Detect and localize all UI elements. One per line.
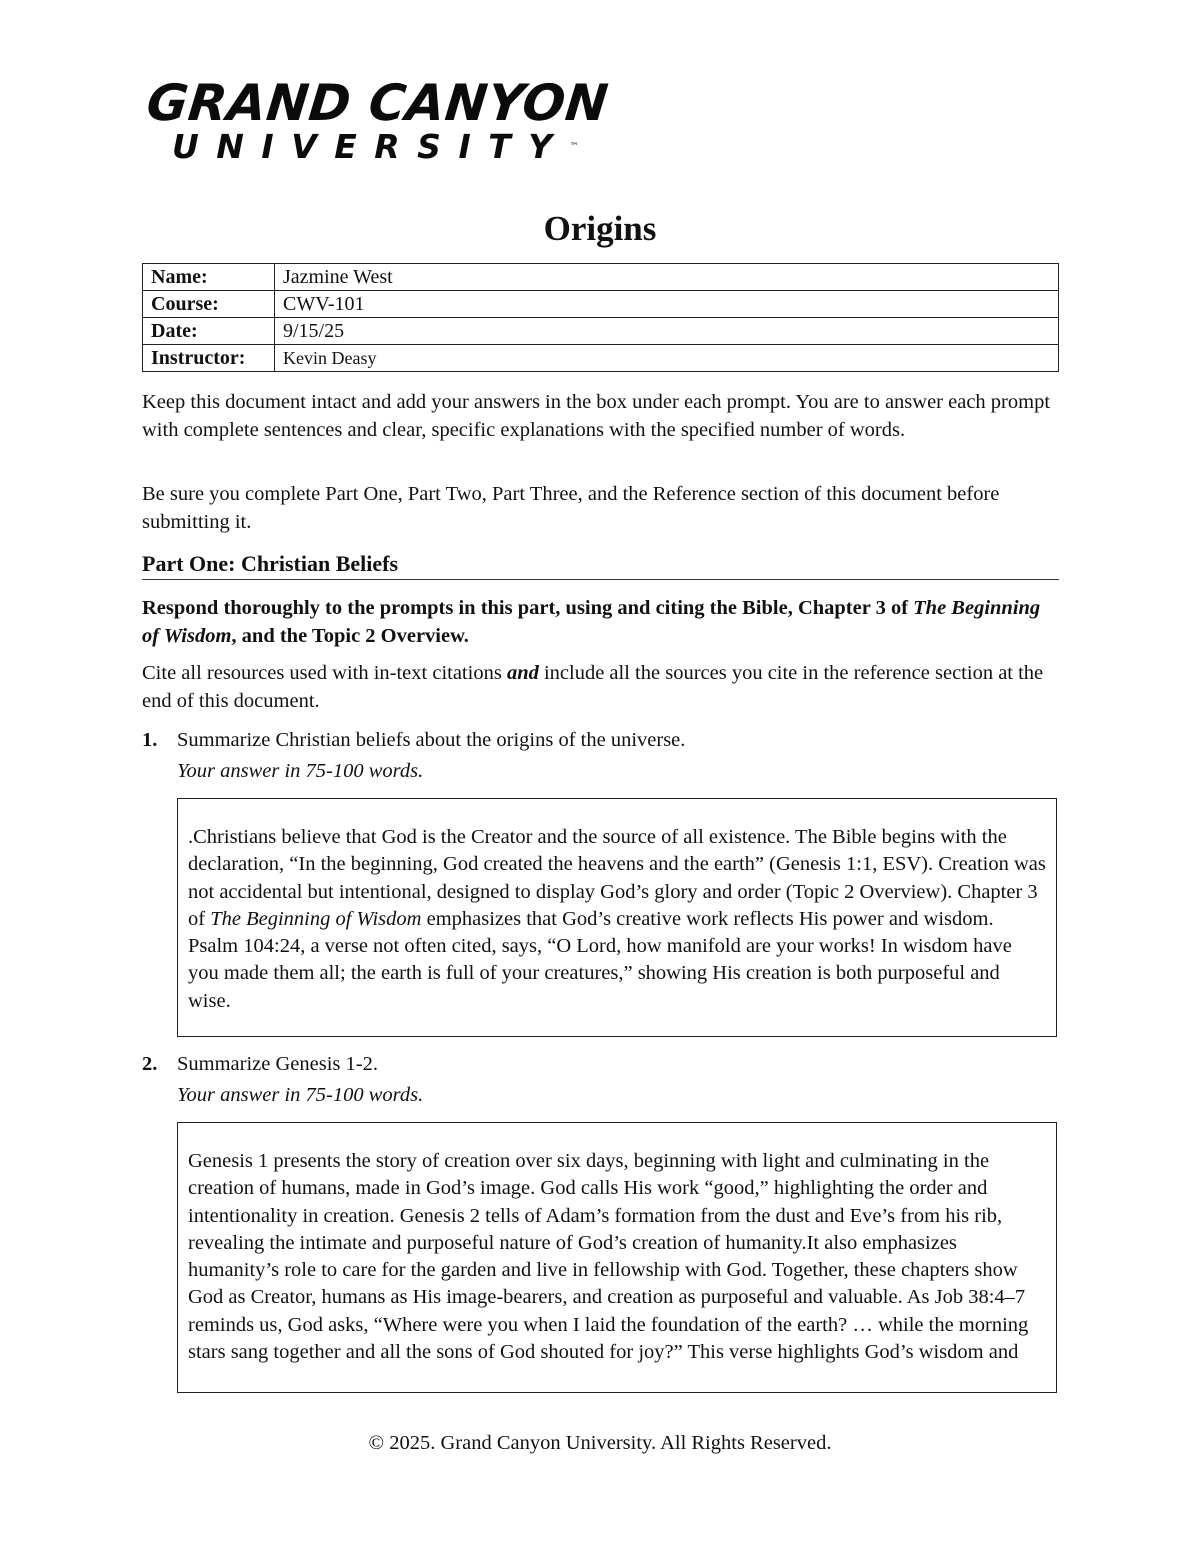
info-label: Course: (143, 291, 275, 318)
citation-instruction (142, 660, 1062, 715)
info-value-date[interactable]: 9/15/25 (275, 318, 1059, 345)
intro-paragraph-1: Keep this document intact and add your answers in the box under each prompt. You are to answer each prompt with complete sentences and clear, specific explanations with the specified number of words. (142, 391, 1051, 441)
question-prompt: Summarize Genesis 1-2. (177, 1053, 378, 1075)
info-value-course[interactable]: CWV-101 (275, 291, 1059, 318)
info-value-instructor[interactable]: Kevin Deasy (275, 345, 1059, 372)
answer-box-2[interactable] (177, 1122, 1057, 1393)
info-row-date (143, 318, 1059, 345)
info-row-name (143, 264, 1059, 291)
instruction-text: Respond thoroughly to the prompts in this part, using and citing the Bible, Chapter 3 of (142, 597, 914, 619)
answer-box-1[interactable] (177, 798, 1057, 1037)
info-value-name[interactable]: Jazmine West (275, 264, 1059, 291)
answer-text: Genesis 1 presents the story of creation over six days, beginning with light and culminating in the creation of humans, made in God’s image. God calls His work “good,” highlighting the order and intentionality in creation. Genesis 2 tells of Adam’s formation from the dust and Eve’s from his rib, revealing the intimate and purposeful nature of God’s creation of humanity.It also emphasizes humanity’s role to care for the garden and live in fellowship with God. Together, these chapters show God as Creator, humans as His image-bearers, and creation as purposeful and valuable. As Job 38:4–7 reminds us, God asks, “Where were you when I laid the foundation of the earth? … while the morning stars sang together and all the sons of God shouted for joy?” This verse highlights God’s wisdom and (188, 1150, 1029, 1364)
question-number: 2. (142, 1053, 158, 1075)
citation-text: Cite all resources used with in-text citations (142, 662, 507, 684)
info-label: Instructor: (143, 345, 275, 372)
question-prompt: Summarize Christian beliefs about the origins of the universe. (177, 729, 686, 751)
question-2-word-hint: Your answer in 75-100 words. (177, 1084, 424, 1106)
question-1 (142, 726, 685, 754)
intro-paragraph-2: Be sure you complete Part One, Part Two, Part Three, and the Reference section of this document before submitting it. (142, 483, 1000, 533)
answer-text: .Christians believe that God is the Creator and the source of all existence. The Bible begins with the declaration, “In the beginning, God created the heavens and the earth” (Genesis 1:1, ESV). Creation was not accidental but intentional, designed to display God’s glory and order (Topic 2 Overview). Chapter 3 of (188, 826, 1046, 930)
instruction-text-end: , and the Topic 2 Overview. (231, 624, 469, 647)
info-label: Name: (143, 264, 275, 291)
instruction-book-title: The Beginning of Wisdom (142, 597, 1041, 647)
info-row-course (143, 291, 1059, 318)
page-title: Origins (543, 209, 657, 248)
question-2 (142, 1050, 378, 1078)
copyright-footer: © 2025. Grand Canyon University. All Rights Reserved. (368, 1432, 832, 1454)
question-1-word-hint: Your answer in 75-100 words. (177, 760, 424, 782)
university-logo (143, 74, 612, 166)
logo-university-text: UNIVERSITY (172, 127, 570, 166)
part-one-heading: Part One: Christian Beliefs (142, 550, 1059, 580)
info-label: Date: (143, 318, 275, 345)
question-number: 1. (142, 729, 158, 751)
answer-book-title: The Beginning of Wisdom (210, 907, 422, 930)
answer-text-end: emphasizes that God’s creative work reflects His power and wisdom. Psalm 104:24, a verse not often cited, says, “O Lord, how manifold are your works! In wisdom have you made them all; the earth is full of your creatures,” showing His creation is both purposeful and wise. (188, 907, 1012, 1012)
part-one-instruction (142, 595, 1062, 650)
logo-line-grand-canyon: GRAND CANYON (143, 74, 612, 132)
citation-text-end: include all the sources you cite in the reference section at the end of this document. (142, 662, 1044, 712)
citation-emphasis: and (506, 662, 539, 684)
student-info-table (142, 263, 1059, 372)
logo-trademark: ™ (569, 142, 579, 152)
info-row-instructor (143, 345, 1059, 372)
logo-line-university (172, 127, 579, 166)
